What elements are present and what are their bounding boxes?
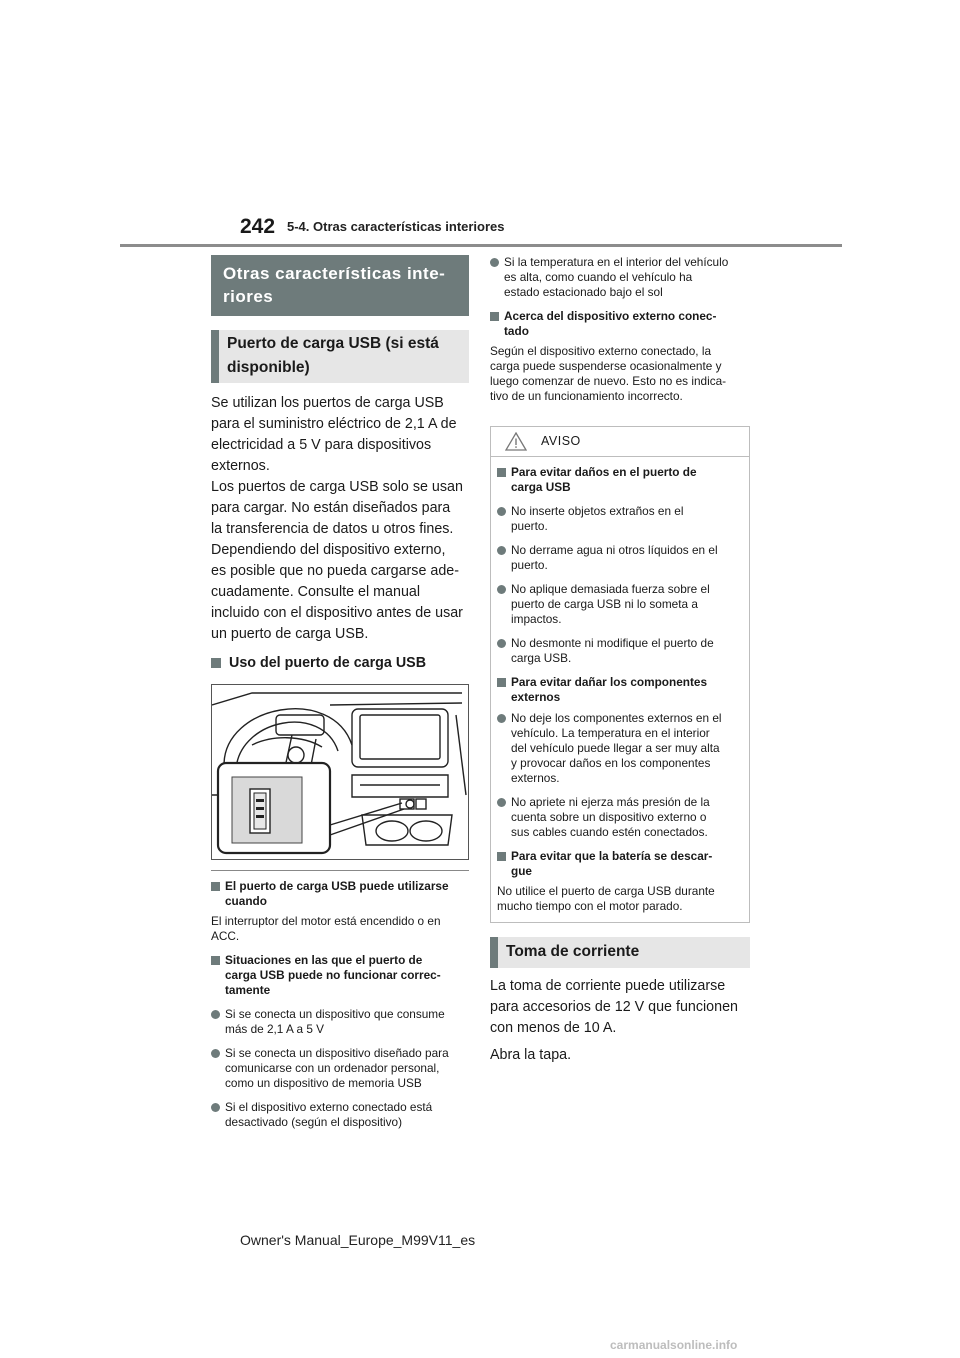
bullet-line: cuenta sobre un dispositivo externo o <box>511 810 707 824</box>
bullet-item <box>490 255 750 300</box>
power-line: con menos de 10 A. <box>490 1020 617 1036</box>
caution-box <box>490 426 750 923</box>
usage-heading <box>211 653 469 674</box>
subsection-title-line: disponible) <box>227 359 310 376</box>
intro-line: incluido con el dispositivo antes de usar <box>211 605 463 621</box>
header-rule <box>120 244 842 247</box>
bullet-item <box>497 711 743 786</box>
dashboard-illustration <box>212 685 469 860</box>
intro-line: cuadamente. Consulte el manual <box>211 584 421 600</box>
note-heading-line: tado <box>504 324 529 338</box>
note-heading-line: Acerca del dispositivo externo conec- <box>504 309 717 323</box>
square-bullet-icon <box>211 882 220 891</box>
bullet-line: Si se conecta un dispositivo diseñado para <box>225 1046 449 1060</box>
bullet-line: estado estacionado bajo el sol <box>504 285 663 299</box>
usage-heading-text: Uso del puerto de carga USB <box>229 655 427 671</box>
bullet-line: carga USB. <box>511 651 572 665</box>
bullet-line: comunicarse con un ordenador personal, <box>225 1061 440 1075</box>
intro-line: electricidad a 5 V para dispositivos <box>211 437 432 453</box>
left-column <box>211 255 469 1130</box>
caution-heading <box>497 675 743 705</box>
bullet-line: desactivado (según el dispositivo) <box>225 1115 403 1129</box>
note-heading-line: carga USB puede no funcionar correc- <box>225 968 441 982</box>
caution-heading-line: gue <box>511 864 532 878</box>
footer-manual-id: Owner's Manual_Europe_M99V11_es <box>240 1232 476 1248</box>
bullet-line: No deje los componentes externos en el <box>511 711 722 725</box>
bullet-line: externos. <box>511 771 560 785</box>
right-column <box>490 255 750 1066</box>
note-body-line: tivo de un funcionamiento incorrecto. <box>490 389 683 403</box>
intro-line: la transferencia de datos u otros fines. <box>211 521 454 537</box>
power-outlet-paragraph <box>490 976 750 1066</box>
note-heading-line: El puerto de carga USB puede utilizarse <box>225 879 449 893</box>
note-external-device <box>490 309 750 404</box>
intro-line: es posible que no pueda cargarse ade- <box>211 563 459 579</box>
note-malfunction-situations <box>211 953 469 1130</box>
circle-bullet-icon <box>497 798 506 807</box>
intro-line: para el suministro eléctrico de 2,1 A de <box>211 416 457 432</box>
power-open-instruction: Abra la tapa. <box>490 1047 572 1063</box>
caution-heading-line: Para evitar daños en el puerto de <box>511 465 697 479</box>
section-header: 5-4. Otras características interiores <box>287 219 505 234</box>
section-title-band <box>211 255 469 316</box>
circle-bullet-icon <box>211 1049 220 1058</box>
power-line: La toma de corriente puede utilizarse <box>490 978 726 994</box>
caution-heading <box>497 465 743 495</box>
bullet-line: No derrame agua ni otros líquidos en el <box>511 543 718 557</box>
circle-bullet-icon <box>497 639 506 648</box>
bullet-line: puerto. <box>511 558 548 572</box>
circle-bullet-icon <box>211 1103 220 1112</box>
bullet-item <box>211 1007 469 1037</box>
bullet-item <box>211 1100 469 1130</box>
bullet-line: es alta, como cuando el vehículo ha <box>504 270 693 284</box>
circle-bullet-icon <box>497 714 506 723</box>
page-number: 242 <box>240 215 276 238</box>
square-bullet-icon <box>211 956 220 965</box>
caution-heading-line: Para evitar dañar los componentes <box>511 675 708 689</box>
square-bullet-icon <box>490 312 499 321</box>
circle-bullet-icon <box>497 507 506 516</box>
power-outlet-title: Toma de corriente <box>506 943 640 960</box>
bullet-item <box>497 582 743 627</box>
bullet-line: más de 2,1 A a 5 V <box>225 1022 325 1036</box>
bullet-line: No apriete ni ejerza más presión de la <box>511 795 710 809</box>
note-body-line: Según el dispositivo externo conectado, la <box>490 344 712 358</box>
subsection-title-band <box>211 330 469 383</box>
square-bullet-icon <box>497 678 506 687</box>
note-body-line: El interruptor del motor está encendido o en <box>211 914 441 928</box>
bullet-item <box>497 795 743 840</box>
square-bullet-icon <box>497 852 506 861</box>
square-bullet-icon <box>497 468 506 477</box>
bullet-line: como un dispositivo de memoria USB <box>225 1076 422 1090</box>
bullet-line: impactos. <box>511 612 562 626</box>
bullet-line: No desmonte ni modifique el puerto de <box>511 636 714 650</box>
bullet-line: No aplique demasiada fuerza sobre el <box>511 582 710 596</box>
bullet-line: Si el dispositivo externo conectado está <box>225 1100 433 1114</box>
note-heading-line: tamente <box>225 983 271 997</box>
usb-port-illustration <box>211 684 469 860</box>
caution-header <box>491 427 749 457</box>
watermark: carmanualsonline.info <box>610 1338 738 1352</box>
bullet-line: Si la temperatura en el interior del vehículo <box>504 255 729 269</box>
intro-line: Dependiendo del dispositivo externo, <box>211 542 446 558</box>
power-outlet-title-band <box>490 937 750 968</box>
intro-line: un puerto de carga USB. <box>211 626 369 642</box>
intro-line: Se utilizan los puertos de carga USB <box>211 395 444 411</box>
bullet-line: vehículo. La temperatura en el interior <box>511 726 710 740</box>
circle-bullet-icon <box>211 1010 220 1019</box>
notes-divider <box>211 870 469 871</box>
intro-line: para cargar. No están diseñados para <box>211 500 451 516</box>
warning-triangle-icon <box>505 432 527 451</box>
section-title-line: Otras características inte- <box>223 264 446 283</box>
caution-label: AVISO <box>541 434 581 448</box>
note-body-line: carga puede suspenderse ocasionalmente y <box>490 359 722 373</box>
subsection-title-line: Puerto de carga USB (si está <box>227 335 439 352</box>
section-title-line: riores <box>223 287 274 306</box>
intro-line: externos. <box>211 458 270 474</box>
circle-bullet-icon <box>497 546 506 555</box>
note-body-line: ACC. <box>211 929 240 943</box>
bullet-item <box>497 504 743 534</box>
bullet-line: y provocar daños en los componentes <box>511 756 711 770</box>
bullet-line: puerto. <box>511 519 548 533</box>
caution-body-line: No utilice el puerto de carga USB durante <box>497 884 715 898</box>
bullet-line: No inserte objetos extraños en el <box>511 504 684 518</box>
bullet-line: sus cables cuando estén conectados. <box>511 825 708 839</box>
note-heading-line: Situaciones en las que el puerto de <box>225 953 423 967</box>
intro-line: Los puertos de carga USB solo se usan <box>211 479 463 495</box>
bullet-line: del vehículo puede llegar a ser muy alta <box>511 741 720 755</box>
power-line: para accesorios de 12 V que funcionen <box>490 999 738 1015</box>
caution-heading-line: Para evitar que la batería se descar- <box>511 849 713 863</box>
intro-paragraph <box>211 393 469 645</box>
circle-bullet-icon <box>490 258 499 267</box>
bullet-line: Si se conecta un dispositivo que consume <box>225 1007 445 1021</box>
circle-bullet-icon <box>497 585 506 594</box>
bullet-line: puerto de carga USB ni lo someta a <box>511 597 698 611</box>
caution-heading <box>497 849 743 879</box>
note-charging-when <box>211 879 469 944</box>
bullet-item <box>497 543 743 573</box>
square-bullet-icon <box>211 658 221 668</box>
bullet-item <box>497 636 743 666</box>
note-heading-line: cuando <box>225 894 267 908</box>
caution-body-line: mucho tiempo con el motor parado. <box>497 899 683 913</box>
note-body-line: luego comenzar de nuevo. Esto no es indica- <box>490 374 727 388</box>
caution-heading-line: carga USB <box>511 480 571 494</box>
bullet-item <box>211 1046 469 1091</box>
caution-heading-line: externos <box>511 690 561 704</box>
